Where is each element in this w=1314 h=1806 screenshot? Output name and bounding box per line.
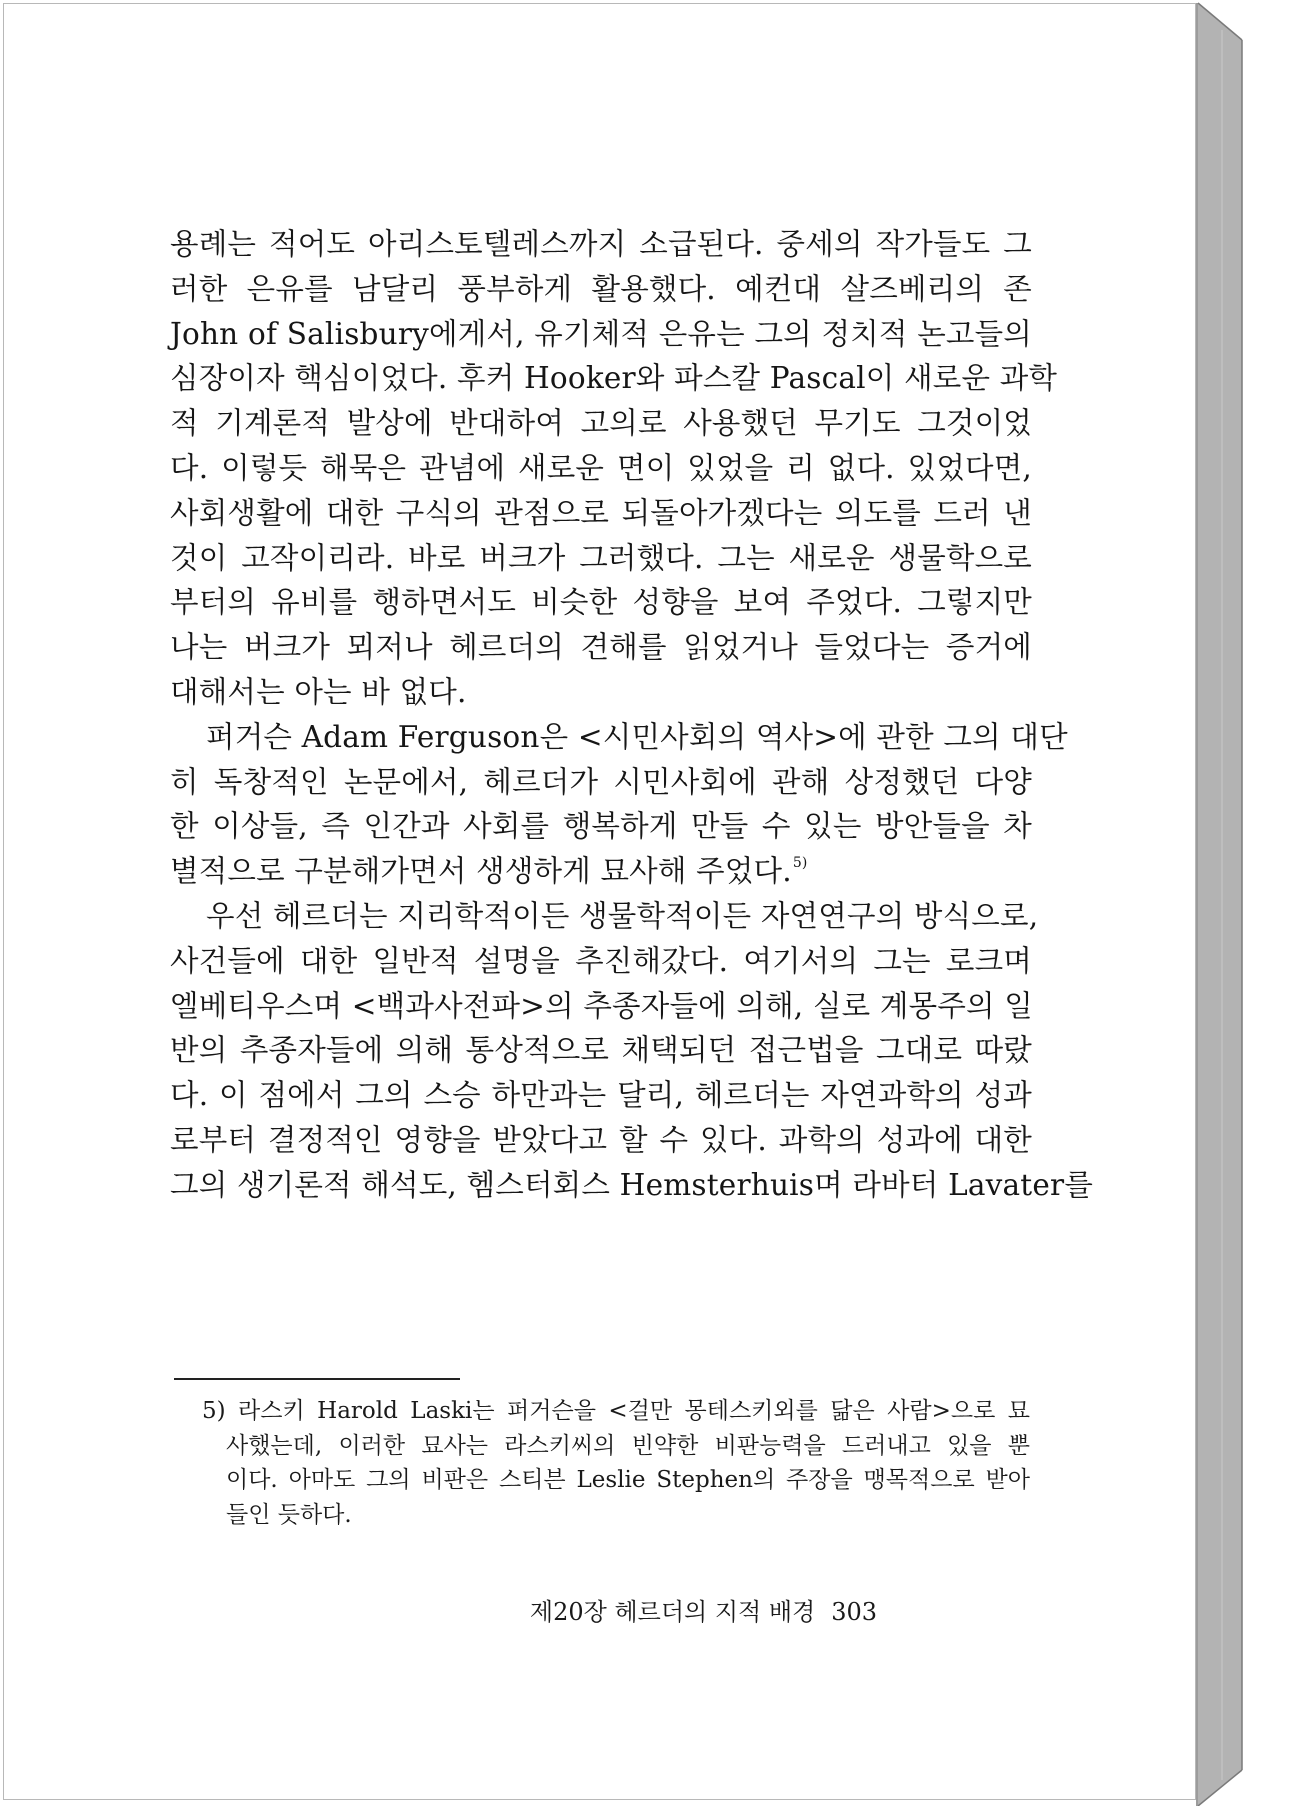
footnote-line: 들인 듯하다. — [226, 1501, 352, 1528]
body-line: 퍼거슨 Adam Ferguson은 <시민사회의 역사>에 관한 그의 대단 — [206, 719, 1068, 754]
chapter-title: 제20장 헤르더의 지적 배경 — [529, 1598, 816, 1626]
body-line-with-footnote — [170, 849, 1032, 894]
body-line: 그의 생기론적 해석도, 헴스터회스 Hemsterhuis며 라바터 Lavater를 — [170, 1167, 1094, 1202]
running-footer — [530, 1592, 877, 1627]
footnote-divider — [174, 1378, 460, 1380]
body-line: 사회생활에 대한 구식의 관점으로 되돌아가겠다는 의도를 드러 낸 — [170, 495, 1032, 530]
body-line: 반의 추종자들에 의해 통상적으로 채택되던 접근법을 그대로 따랐 — [170, 1033, 1032, 1068]
footnotes — [202, 1394, 1030, 1532]
body-line: 적 기계론적 발상에 반대하여 고의로 사용했던 무기도 그것이었 — [170, 406, 1032, 441]
body-line: 부터의 유비를 행하면서도 비슷한 성향을 보여 주었다. 그렇지만 — [170, 585, 1032, 620]
body-line: 사건들에 대한 일반적 설명을 추진해갔다. 여기서의 그는 로크며 — [170, 943, 1032, 978]
body-line: 다. 이렇듯 해묵은 관념에 새로운 면이 있었을 리 없다. 있었다면, — [170, 450, 1032, 485]
book-page — [3, 3, 1196, 1800]
body-line: 러한 은유를 남달리 풍부하게 활용했다. 예컨대 살즈베리의 존 — [170, 271, 1032, 306]
body-line-text: 별적으로 구분해가면서 생생하게 묘사해 주었다. — [170, 854, 792, 889]
page-stack-edge — [1196, 0, 1244, 1806]
body-line: 것이 고작이리라. 바로 버크가 그러했다. 그는 새로운 생물학으로 — [170, 540, 1032, 575]
body-text — [170, 222, 1094, 1208]
body-line: John of Salisbury에게서, 유기체적 은유는 그의 정치적 논고들의 — [170, 316, 1032, 351]
footnote-reference[interactable]: 5) — [792, 855, 808, 872]
body-line: 나는 버크가 뫼저나 헤르더의 견해를 읽었거나 들었다는 증거에 — [170, 630, 1032, 665]
footnote-line: 5) 라스키 Harold Laski는 퍼거슨을 <걸만 몽테스키외를 닮은 사람>으로 묘 — [202, 1398, 1030, 1424]
body-line: 엘베티우스며 <백과사전파>의 추종자들에 의해, 실로 계몽주의 일 — [170, 988, 1033, 1023]
body-line: 로부터 결정적인 영향을 받았다고 할 수 있다. 과학의 성과에 대한 — [170, 1122, 1032, 1157]
body-line: 용례는 적어도 아리스토텔레스까지 소급된다. 중세의 작가들도 그 — [170, 227, 1032, 261]
body-line: 한 이상들, 즉 인간과 사회를 행복하게 만들 수 있는 방안들을 차 — [170, 809, 1032, 844]
footnote-line: 이다. 아마도 그의 비판은 스티븐 Leslie Stephen의 주장을 맹목적으로 받아 — [226, 1467, 1030, 1493]
page-number: 303 — [831, 1598, 877, 1626]
body-line: 심장이자 핵심이었다. 후커 Hooker와 파스칼 Pascal이 새로운 과학 — [170, 361, 1058, 396]
footnote-line: 사했는데, 이러한 묘사는 라스키씨의 빈약한 비판능력을 드러내고 있을 뿐 — [226, 1432, 1030, 1459]
body-line: 히 독창적인 논문에서, 헤르더가 시민사회에 관해 상정했던 다양 — [170, 764, 1032, 799]
body-line: 다. 이 점에서 그의 스승 하만과는 달리, 헤르더는 자연과학의 성과 — [170, 1078, 1032, 1113]
body-line: 대해서는 아는 바 없다. — [170, 674, 467, 709]
body-line: 우선 헤르더는 지리학적이든 생물학적이든 자연연구의 방식으로, — [206, 898, 1039, 933]
